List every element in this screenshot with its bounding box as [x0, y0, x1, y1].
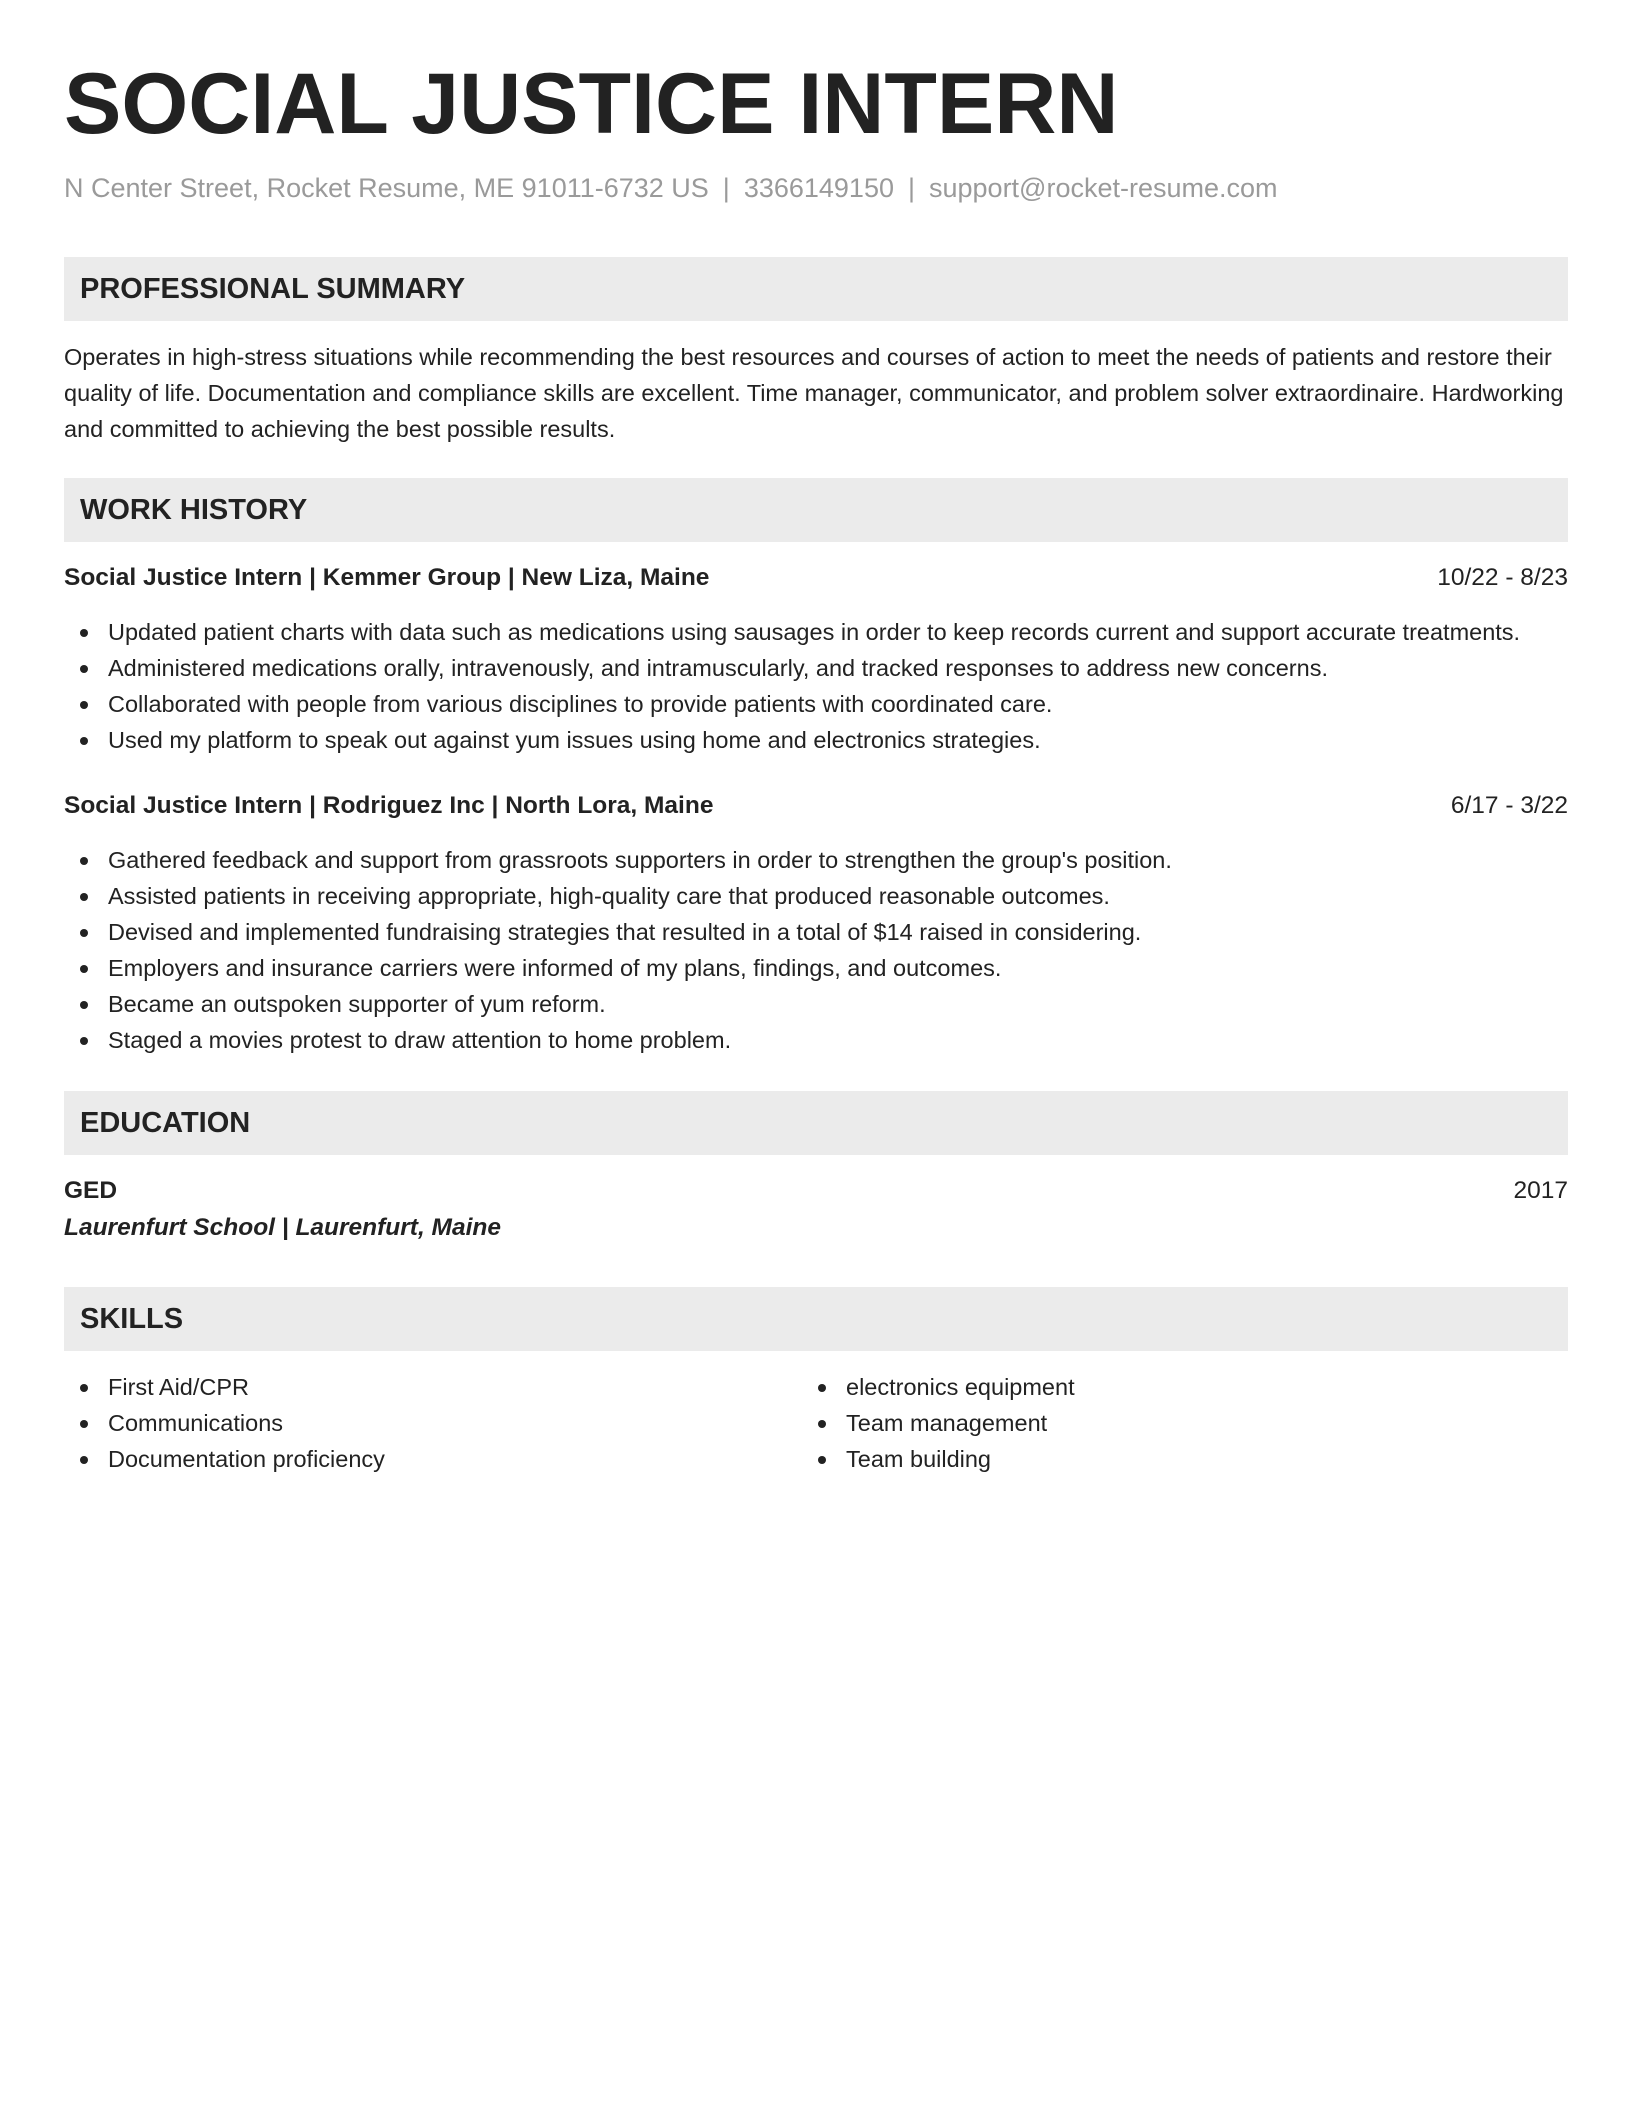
job-header	[64, 560, 1568, 596]
section-heading-skills: SKILLS	[64, 1287, 1568, 1351]
skill-item: Documentation proficiency	[64, 1441, 802, 1477]
education-entry	[64, 1173, 1568, 1247]
job-bullet: Used my platform to speak out against yum issues using home and electronics strategies.	[64, 722, 1568, 758]
contact-separator: |	[722, 173, 730, 203]
job-dates: 10/22 - 8/23	[1437, 564, 1568, 591]
section-heading-work-history: WORK HISTORY	[64, 478, 1568, 542]
education-degree: GED	[64, 1177, 118, 1204]
job-bullet: Administered medications orally, intravenously, and intramuscularly, and tracked responses to address new concerns.	[64, 650, 1568, 686]
contact-email: support@rocket-resume.com	[929, 173, 1278, 203]
section-heading-education: EDUCATION	[64, 1091, 1568, 1155]
job-bullet-list	[64, 842, 1568, 1058]
job-bullet: Collaborated with people from various disciplines to provide patients with coordinated care.	[64, 686, 1568, 722]
job-bullet-list	[64, 614, 1568, 758]
skills-list-right	[802, 1369, 1568, 1477]
job-title: Social Justice Intern | Kemmer Group | New Liza, Maine	[64, 564, 710, 591]
education-school: Laurenfurt School | Laurenfurt, Maine	[64, 1214, 501, 1241]
skill-item: Team management	[802, 1405, 1568, 1441]
contact-address: N Center Street, Rocket Resume, ME 91011-6732 US	[64, 173, 709, 203]
skill-item: First Aid/CPR	[64, 1369, 802, 1405]
job-bullet: Became an outspoken supporter of yum reform.	[64, 986, 1568, 1022]
contact-line	[64, 170, 1568, 206]
skills-columns	[64, 1369, 1568, 1477]
contact-phone: 3366149150	[743, 173, 894, 203]
job-bullet: Staged a movies protest to draw attention to home problem.	[64, 1022, 1568, 1058]
section-heading-summary: PROFESSIONAL SUMMARY	[64, 257, 1568, 321]
skills-list-left	[64, 1369, 802, 1477]
job-header	[64, 788, 1568, 824]
education-header	[64, 1173, 1568, 1209]
job-bullet: Assisted patients in receiving appropriate, high-quality care that produced reasonable outcomes.	[64, 878, 1568, 914]
job-bullet: Devised and implemented fundraising strategies that resulted in a total of $14 raised in considering.	[64, 914, 1568, 950]
job-bullet: Updated patient charts with data such as medications using sausages in order to keep records current and support accurate treatments.	[64, 614, 1568, 650]
job-title: Social Justice Intern | Rodriguez Inc | North Lora, Maine	[64, 792, 714, 819]
skill-item: Team building	[802, 1441, 1568, 1477]
job-bullet: Gathered feedback and support from grassroots supporters in order to strengthen the group's position.	[64, 842, 1568, 878]
summary-text: Operates in high-stress situations while recommending the best resources and courses of action to meet the needs of patients and restore their quality of life. Documentation and compliance skills are excellent. Time manager, communicator, and problem solver extraordinaire. Hardworking and committed to achieving the best possible results.	[64, 344, 1564, 442]
skill-item: electronics equipment	[802, 1369, 1568, 1405]
job-entry	[64, 560, 1568, 758]
skill-item: Communications	[64, 1405, 802, 1441]
job-dates: 6/17 - 3/22	[1450, 792, 1568, 819]
candidate-name: SOCIAL JUSTICE INTERN	[64, 56, 1119, 152]
education-year: 2017	[1513, 1177, 1568, 1204]
job-entry	[64, 788, 1568, 1058]
contact-separator: |	[907, 173, 915, 203]
job-bullet: Employers and insurance carriers were informed of my plans, findings, and outcomes.	[64, 950, 1568, 986]
